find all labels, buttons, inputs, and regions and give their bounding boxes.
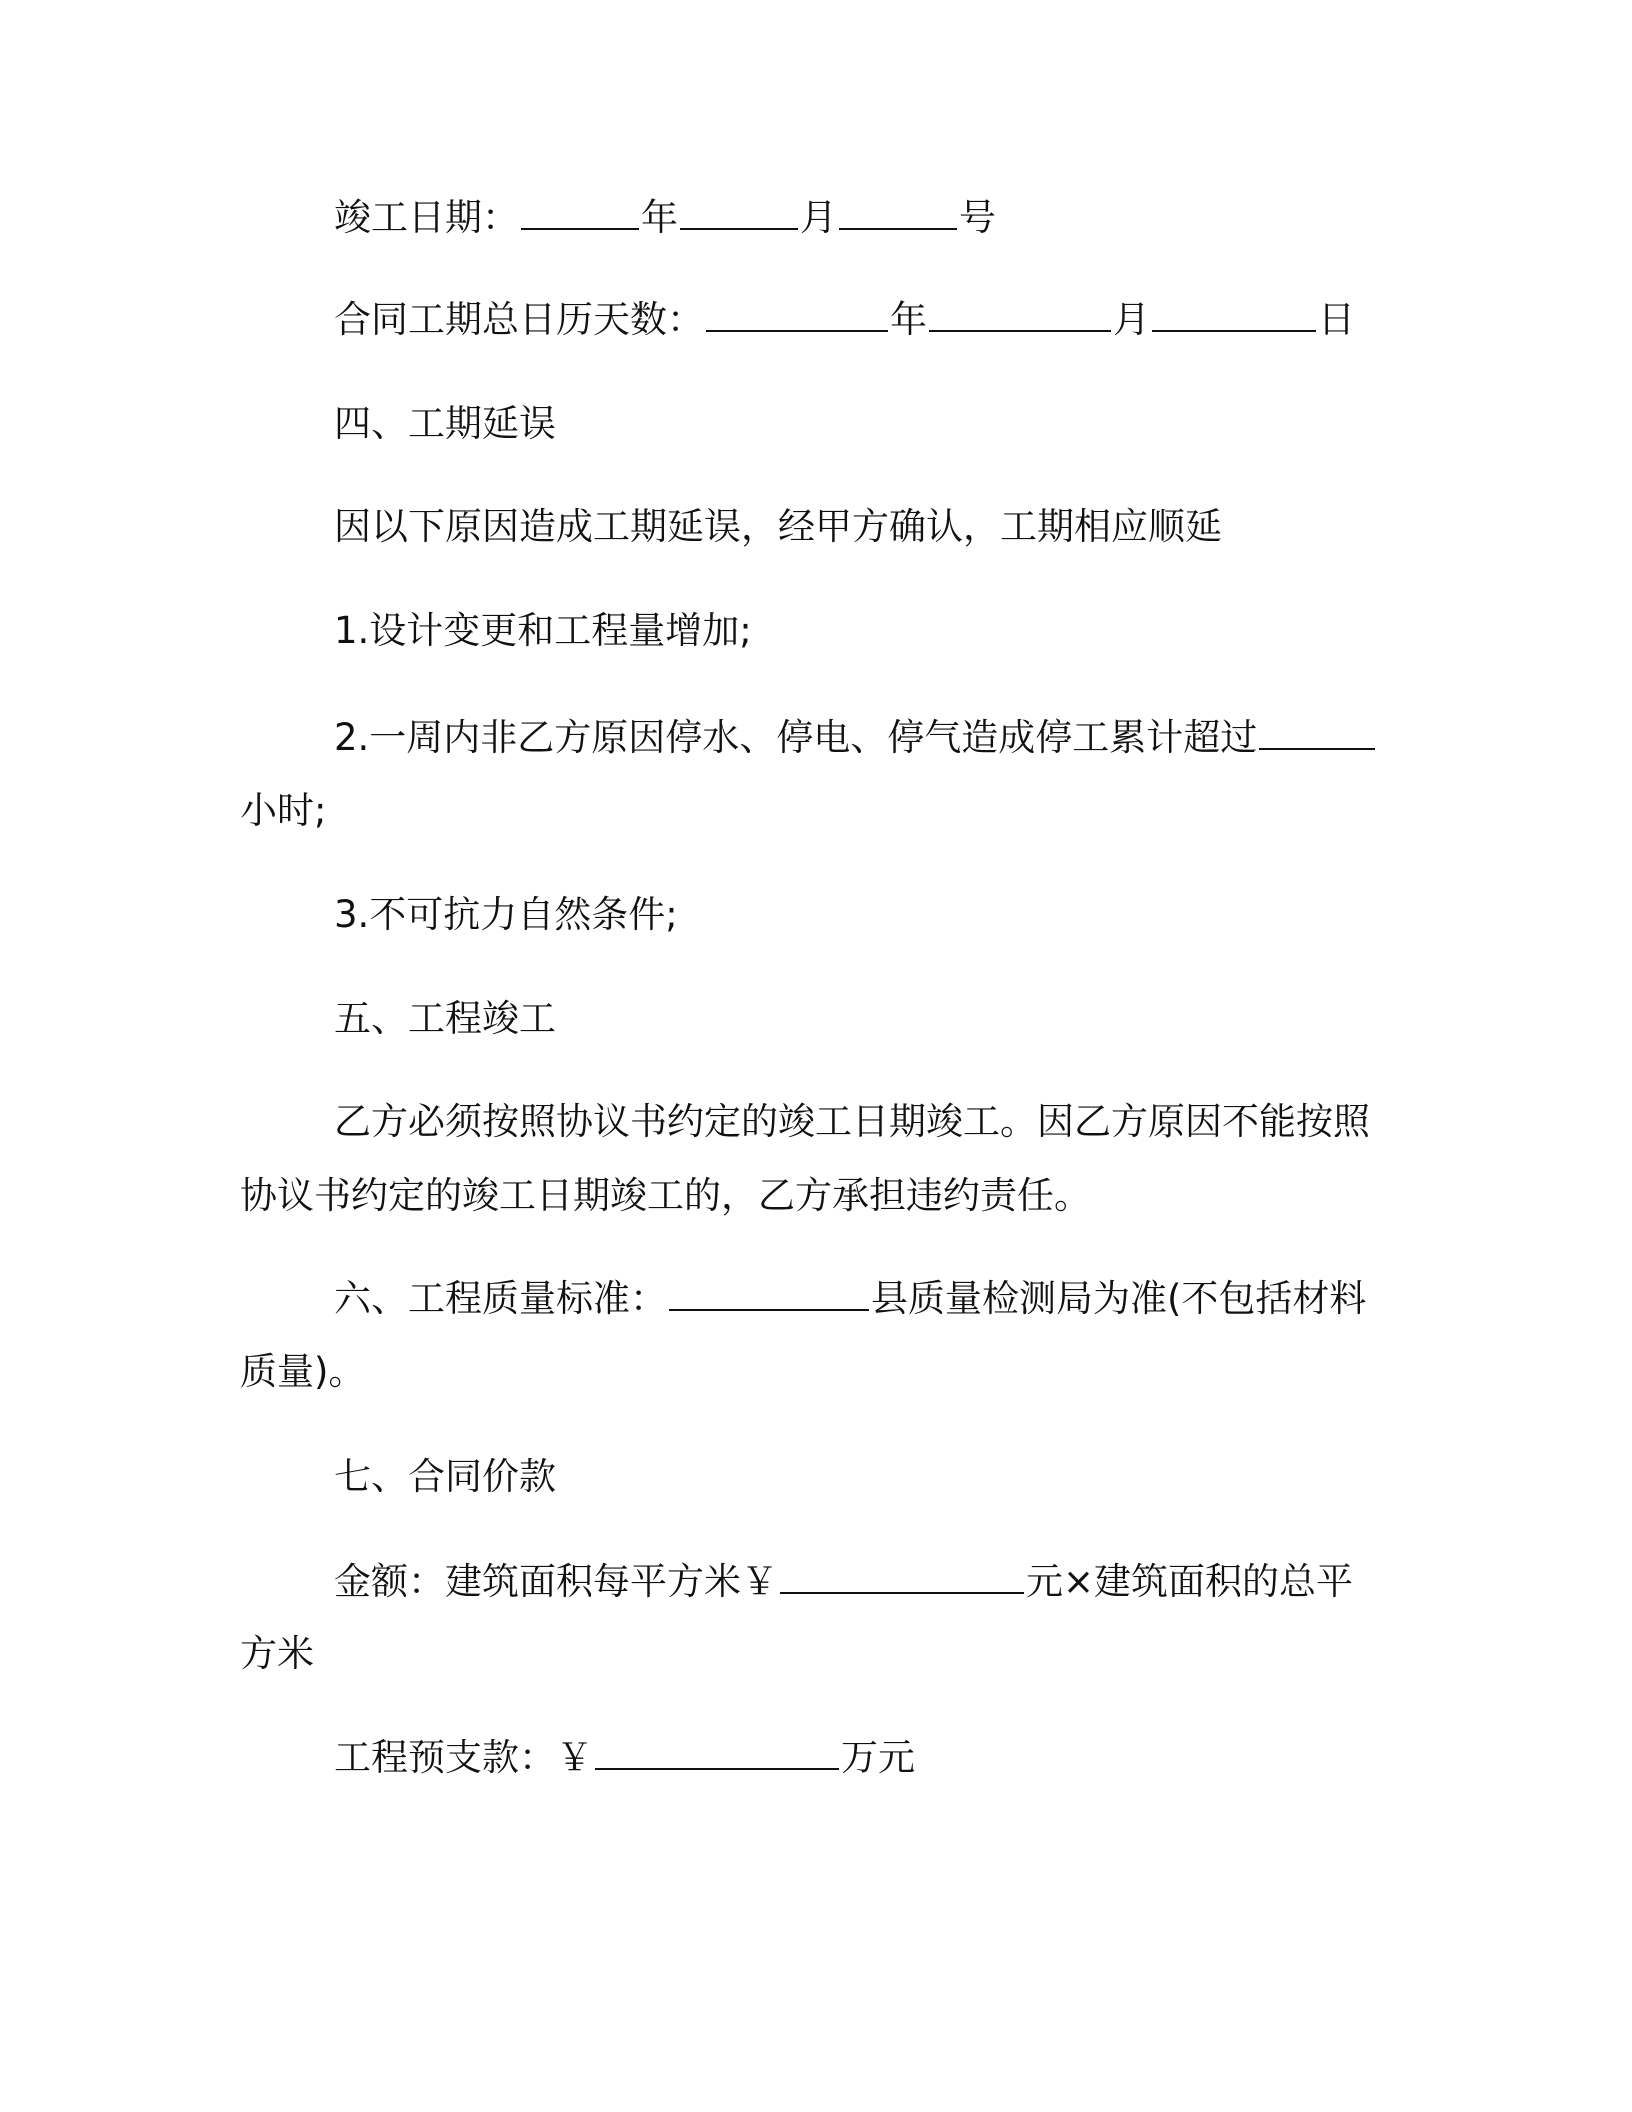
section6-after: 县质量检测局为准(不包括材料 — [871, 1277, 1367, 1320]
section4-intro: 因以下原因造成工期延误，经甲方确认，工期相应顺延 — [334, 505, 1222, 548]
advance-blank — [595, 1738, 839, 1770]
section6-before: 六、工程质量标准： — [334, 1277, 667, 1320]
section4-item2 — [334, 716, 1377, 760]
section5-para-line2: 协议书约定的竣工日期竣工的，乙方承担违约责任。 — [240, 1174, 1091, 1217]
amount-cont: 方米 — [240, 1632, 314, 1675]
section7-heading: 七、合同价款 — [334, 1455, 556, 1498]
section5-para-line1: 乙方必须按照协议书约定的竣工日期竣工。因乙方原因不能按照 — [334, 1100, 1370, 1143]
quality-blank — [669, 1279, 869, 1311]
total-day-unit: 日 — [1318, 298, 1355, 341]
total-days-label: 合同工期总日历天数： — [334, 298, 704, 341]
section6-cont: 质量)。 — [240, 1350, 366, 1393]
item2-text: 2.一周内非乙方原因停水、停电、停气造成停工累计超过 — [334, 716, 1258, 759]
day-unit: 号 — [959, 196, 996, 239]
section4-item1: 1.设计变更和工程量增加; — [334, 609, 752, 652]
advance-after: 万元 — [841, 1736, 915, 1779]
completion-date-label: 竣工日期： — [334, 196, 519, 239]
section4-item3: 3.不可抗力自然条件; — [334, 893, 678, 936]
total-month-unit: 月 — [1113, 298, 1150, 341]
section4-item2-cont: 小时; — [240, 789, 327, 832]
amount-after: 元×建筑面积的总平 — [1026, 1560, 1354, 1603]
day-blank — [839, 198, 957, 230]
section5-heading: 五、工程竣工 — [334, 997, 556, 1040]
amount-before: 金额：建筑面积每平方米￥ — [334, 1560, 778, 1603]
advance-before: 工程预支款：￥ — [334, 1736, 593, 1779]
total-year-blank — [706, 300, 888, 332]
advance-line — [334, 1736, 915, 1780]
year-unit: 年 — [641, 196, 678, 239]
amount-blank — [780, 1562, 1024, 1594]
completion-date-line — [334, 196, 996, 240]
month-unit: 月 — [800, 196, 837, 239]
hours-blank — [1259, 718, 1375, 750]
year-blank — [521, 198, 639, 230]
total-day-blank — [1152, 300, 1316, 332]
total-month-blank — [929, 300, 1111, 332]
section6-line — [334, 1277, 1366, 1321]
section4-heading: 四、工期延误 — [334, 402, 556, 445]
month-blank — [680, 198, 798, 230]
total-days-line — [334, 298, 1355, 342]
total-year-unit: 年 — [890, 298, 927, 341]
amount-line — [334, 1560, 1353, 1604]
